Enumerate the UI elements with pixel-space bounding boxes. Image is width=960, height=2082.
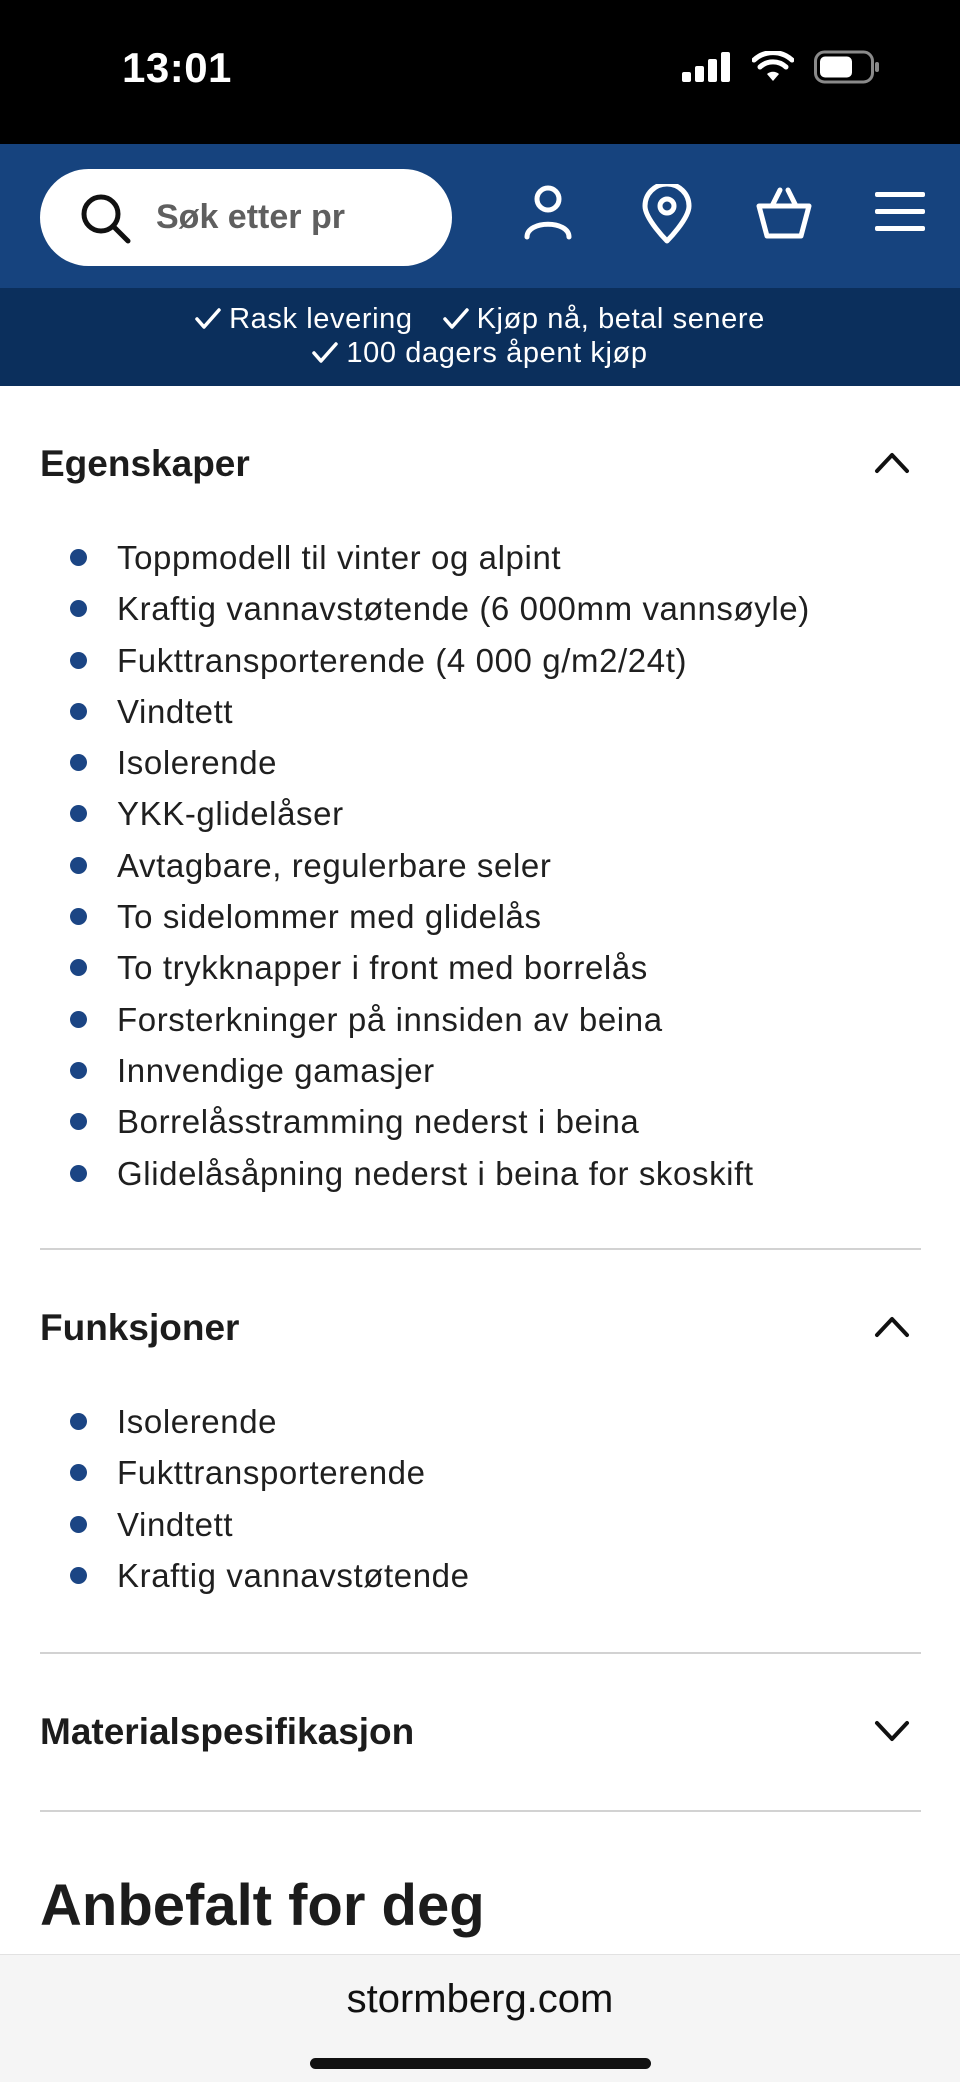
- status-time: 13:01: [122, 44, 232, 91]
- list-item-text: Isolerende: [117, 1403, 278, 1440]
- section-title-funksjoner[interactable]: Funksjoner: [40, 1307, 240, 1348]
- list-item: [68, 1148, 810, 1199]
- usp-item: [443, 302, 765, 336]
- menu-icon[interactable]: [875, 192, 925, 232]
- bullet: [70, 549, 87, 566]
- shopping-basket-icon[interactable]: [756, 184, 812, 240]
- usp-label: Rask levering: [229, 303, 413, 335]
- check-icon: [312, 342, 338, 364]
- section-divider: [40, 1810, 921, 1812]
- chevron-up-icon[interactable]: [874, 1314, 910, 1338]
- list-item: [68, 1550, 470, 1601]
- usp-item: [195, 302, 413, 336]
- bullet: [70, 805, 87, 822]
- bullet: [70, 1011, 87, 1028]
- list-item: [68, 532, 810, 583]
- browser-address-bar[interactable]: [0, 1954, 960, 2082]
- list-item: [68, 1499, 470, 1550]
- list-item: [68, 840, 810, 891]
- bullet: [70, 754, 87, 771]
- list-item-text: Glidelåsåpning nederst i beina for skoskift: [117, 1154, 754, 1192]
- list-item-text: Fukttransporterende (4 000 g/m2/24t): [117, 641, 688, 679]
- list-item: [68, 942, 810, 993]
- bullet: [70, 1113, 87, 1130]
- location-pin-icon[interactable]: [641, 184, 693, 244]
- list-item-text: To trykknapper i front med borrelås: [117, 949, 648, 987]
- usp-label: Kjøp nå, betal senere: [476, 303, 765, 335]
- list-item-text: Toppmodell til vinter og alpint: [117, 539, 562, 576]
- funksjoner-list: [68, 1396, 470, 1601]
- list-item: [68, 635, 810, 686]
- section-divider: [40, 1652, 921, 1654]
- home-indicator: [310, 2058, 651, 2069]
- cellular-signal-icon: [682, 52, 732, 82]
- wifi-icon: [752, 51, 794, 83]
- list-item-text: Isolerende: [117, 744, 278, 782]
- list-item: [68, 788, 810, 839]
- bullet: [70, 1516, 87, 1533]
- bullet: [70, 600, 87, 617]
- site-header: [0, 144, 960, 288]
- user-icon[interactable]: [523, 184, 573, 240]
- bullet: [70, 703, 87, 720]
- search-bar[interactable]: [40, 169, 452, 266]
- list-item: [68, 994, 810, 1045]
- list-item: [68, 891, 810, 942]
- section-title-egenskaper[interactable]: Egenskaper: [40, 443, 250, 484]
- bullet: [70, 857, 87, 874]
- list-item: [68, 583, 810, 634]
- bullet: [70, 1062, 87, 1079]
- bullet: [70, 1413, 87, 1430]
- check-icon: [443, 308, 469, 330]
- list-item-text: Fukttransporterende: [117, 1454, 426, 1492]
- list-item: [68, 1447, 470, 1498]
- bullet: [70, 1165, 87, 1182]
- list-item-text: Vindtett: [117, 1505, 234, 1543]
- battery-icon: [814, 50, 880, 84]
- bullet: [70, 908, 87, 925]
- section-title-materialspesifikasjon[interactable]: Materialspesifikasjon: [40, 1711, 415, 1752]
- status-bar: [0, 0, 960, 144]
- usp-label: 100 dagers åpent kjøp: [346, 337, 648, 369]
- list-item: [68, 1045, 810, 1096]
- search-icon[interactable]: [80, 193, 132, 245]
- bullet: [70, 1464, 87, 1481]
- list-item-text: Forsterkninger på innsiden av beina: [117, 1000, 663, 1038]
- list-item-text: Innvendige gamasjer: [117, 1051, 435, 1089]
- egenskaper-list: [68, 532, 810, 1199]
- url-text[interactable]: stormberg.com: [346, 1977, 614, 2021]
- list-item: [68, 1096, 810, 1147]
- bullet: [70, 652, 87, 669]
- list-item-text: Vindtett: [117, 692, 234, 730]
- chevron-up-icon[interactable]: [874, 450, 910, 474]
- chevron-down-icon[interactable]: [874, 1720, 910, 1744]
- usp-bar: [0, 288, 960, 386]
- list-item-text: Avtagbare, regulerbare seler: [117, 846, 552, 884]
- status-icons: [682, 50, 880, 84]
- list-item: [68, 737, 810, 788]
- list-item-text: YKK-glidelåser: [117, 795, 344, 833]
- search-input[interactable]: [156, 189, 356, 245]
- list-item: [68, 1396, 470, 1447]
- bullet: [70, 959, 87, 976]
- section-divider: [40, 1248, 921, 1250]
- list-item-text: Kraftig vannavstøtende (6 000mm vannsøyle): [117, 590, 810, 628]
- list-item-text: Kraftig vannavstøtende: [117, 1556, 470, 1594]
- usp-item: [312, 336, 647, 370]
- list-item: [68, 686, 810, 737]
- list-item-text: Borrelåsstramming nederst i beina: [117, 1103, 640, 1141]
- check-icon: [195, 308, 221, 330]
- list-item-text: To sidelommer med glidelås: [117, 898, 542, 936]
- recommended-title: Anbefalt for deg: [40, 1873, 485, 1938]
- bullet: [70, 1567, 87, 1584]
